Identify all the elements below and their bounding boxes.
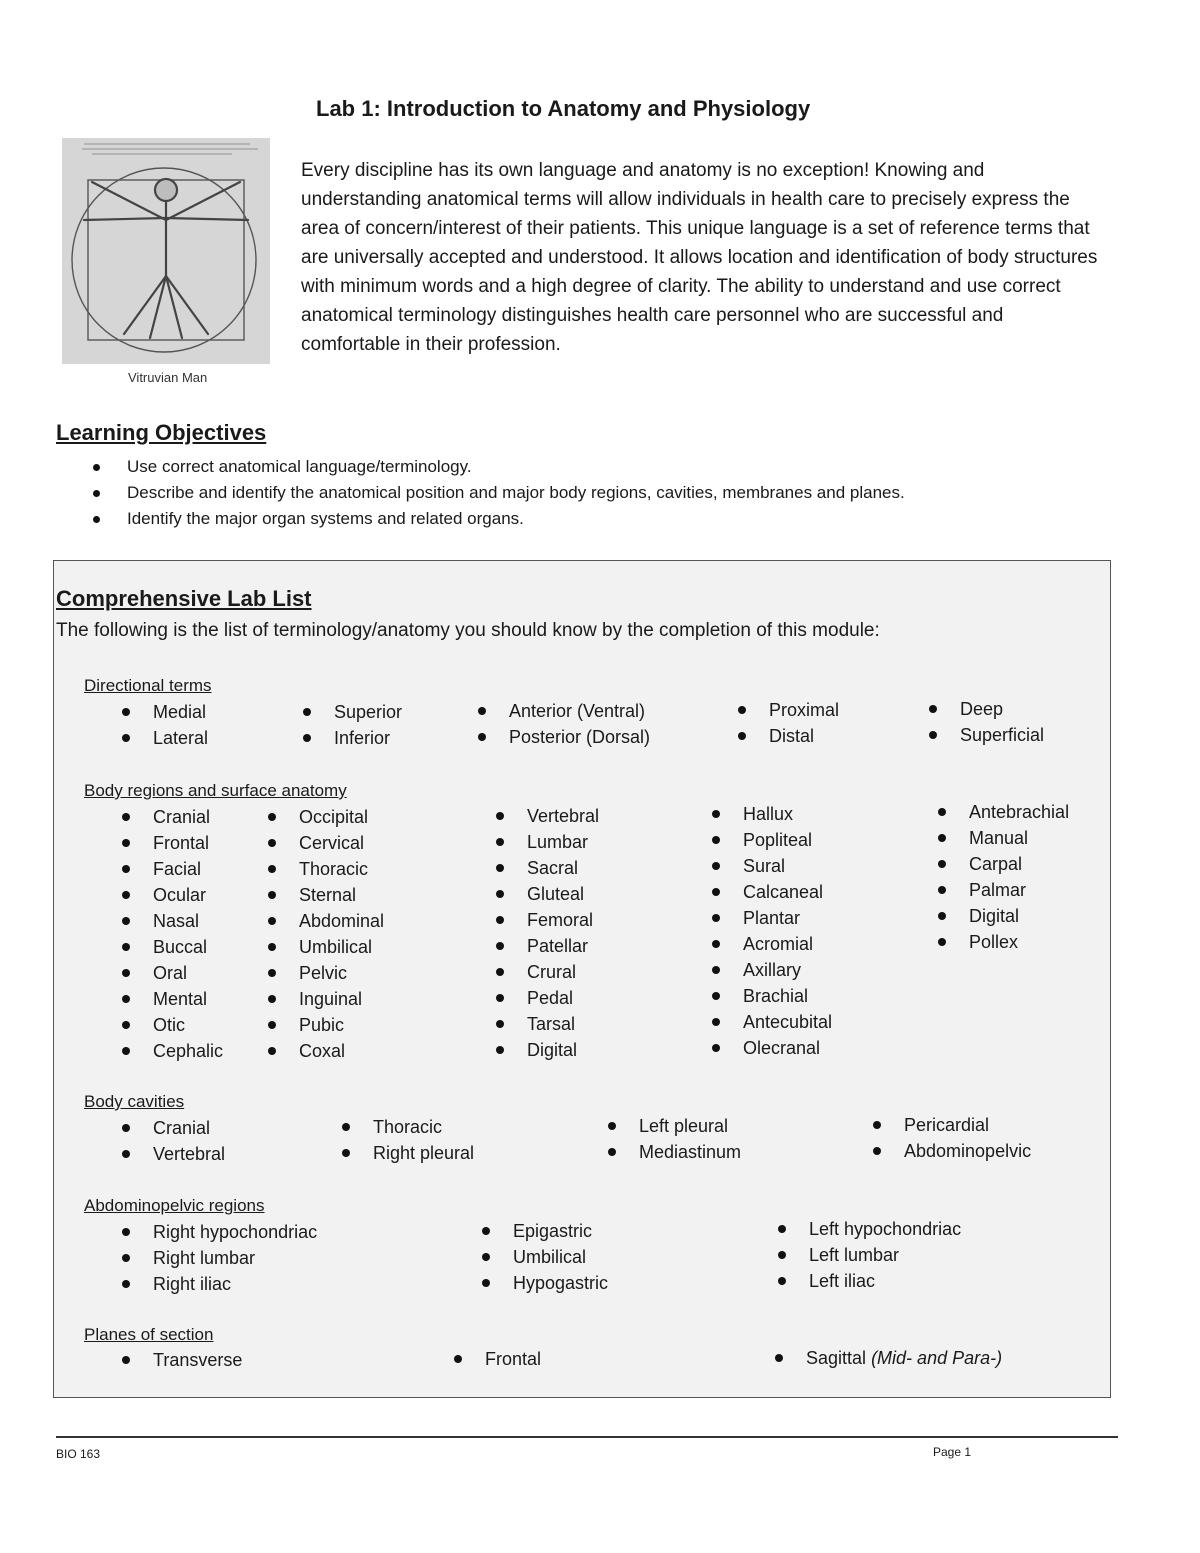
- term: Sural: [710, 853, 832, 879]
- cavities-col-2: [340, 1114, 474, 1166]
- term: Left hypochondriac: [776, 1216, 961, 1242]
- list-item: Identify the major organ systems and related organs.: [90, 506, 905, 532]
- directional-terms-label: Directional terms: [84, 676, 212, 695]
- objectives-heading: Learning Objectives: [56, 420, 267, 445]
- term: Antebrachial: [936, 799, 1069, 825]
- term: Cephalic: [120, 1038, 223, 1064]
- footer-page-number: Page 1: [933, 1445, 972, 1459]
- term: Superficial: [927, 722, 1044, 748]
- list-item: Describe and identify the anatomical position and major body regions, cavities, membranes and planes.: [90, 480, 905, 506]
- term: Nasal: [120, 908, 223, 934]
- term: Inferior: [301, 725, 402, 751]
- footer-divider: [56, 1436, 1118, 1438]
- abdominopelvic-col-3: [776, 1216, 961, 1294]
- term: Cranial: [120, 1115, 225, 1141]
- term: Right iliac: [120, 1271, 317, 1297]
- vitruvian-man-image: [62, 138, 270, 364]
- directional-col-5: [927, 696, 1044, 748]
- term: Crural: [494, 959, 599, 985]
- regions-col-2: [266, 804, 384, 1064]
- term: Transverse: [120, 1347, 242, 1373]
- sagittal-note: (Mid- and Para-): [871, 1348, 1003, 1368]
- term: Hypogastric: [480, 1270, 608, 1296]
- term: Brachial: [710, 983, 832, 1009]
- term: Vertebral: [120, 1141, 225, 1167]
- term: Vertebral: [494, 803, 599, 829]
- term: Frontal: [120, 830, 223, 856]
- objectives-list: [90, 454, 905, 532]
- lab-list-heading: Comprehensive Lab List: [56, 586, 312, 611]
- term: Abdominopelvic: [871, 1138, 1031, 1164]
- term: Occipital: [266, 804, 384, 830]
- list-item: Use correct anatomical language/terminology.: [90, 454, 905, 480]
- term: Pubic: [266, 1012, 384, 1038]
- term: Ocular: [120, 882, 223, 908]
- term: Palmar: [936, 877, 1069, 903]
- term: Sacral: [494, 855, 599, 881]
- term: Buccal: [120, 934, 223, 960]
- term: Digital: [494, 1037, 599, 1063]
- term: Plantar: [710, 905, 832, 931]
- term: Digital: [936, 903, 1069, 929]
- abdominopelvic-col-2: [480, 1218, 608, 1296]
- term: Left pleural: [606, 1113, 741, 1139]
- term: Acromial: [710, 931, 832, 957]
- term: Hallux: [710, 801, 832, 827]
- term: [773, 1345, 1002, 1371]
- term: Umbilical: [266, 934, 384, 960]
- regions-col-3: [494, 803, 599, 1063]
- cavities-col-4: [871, 1112, 1031, 1164]
- abdominopelvic-col-1: [120, 1219, 317, 1297]
- term: Thoracic: [340, 1114, 474, 1140]
- term: Facial: [120, 856, 223, 882]
- term: Pollex: [936, 929, 1069, 955]
- term: Inguinal: [266, 986, 384, 1012]
- lab-list-intro: The following is the list of terminology/anatomy you should know by the completion of this module:: [56, 620, 880, 641]
- sagittal-term: Sagittal: [806, 1348, 867, 1368]
- term: Patellar: [494, 933, 599, 959]
- term: Cervical: [266, 830, 384, 856]
- term: Umbilical: [480, 1244, 608, 1270]
- regions-col-4: [710, 801, 832, 1061]
- term: Otic: [120, 1012, 223, 1038]
- term: Femoral: [494, 907, 599, 933]
- directional-col-4: [736, 697, 839, 749]
- term: Sternal: [266, 882, 384, 908]
- term: Frontal: [452, 1346, 541, 1372]
- directional-col-3: [476, 698, 650, 750]
- term: Mediastinum: [606, 1139, 741, 1165]
- term: Coxal: [266, 1038, 384, 1064]
- term: Lumbar: [494, 829, 599, 855]
- term: Left iliac: [776, 1268, 961, 1294]
- term: Olecranal: [710, 1035, 832, 1061]
- planes-col-1: [120, 1347, 242, 1373]
- abdominopelvic-label: Abdominopelvic regions: [84, 1196, 265, 1215]
- term: Right lumbar: [120, 1245, 317, 1271]
- term: Abdominal: [266, 908, 384, 934]
- term: Mental: [120, 986, 223, 1012]
- term: Manual: [936, 825, 1069, 851]
- term: Right hypochondriac: [120, 1219, 317, 1245]
- intro-paragraph: Every discipline has its own language and anatomy is no exception! Knowing and understanding anatomical terms will allow individuals in health care to precisely express the area of concern/interest of their patients. This unique language is a set of reference terms that are universally accepted and understood. It allows location and identification of body structures with minimum words and a high degree of clarity. The ability to understand and use correct anatomical terminology distinguishes health care personnel who are successful and comfortable in their profession.: [301, 160, 1098, 355]
- footer-course: BIO 163: [56, 1447, 101, 1461]
- planes-col-2: [452, 1346, 541, 1372]
- term: Proximal: [736, 697, 839, 723]
- term: Left lumbar: [776, 1242, 961, 1268]
- directional-col-2: [301, 699, 402, 751]
- term: Superior: [301, 699, 402, 725]
- term: Right pleural: [340, 1140, 474, 1166]
- term: Tarsal: [494, 1011, 599, 1037]
- page-title: Lab 1: Introduction to Anatomy and Physiology: [316, 96, 811, 121]
- body-cavities-label: Body cavities: [84, 1092, 185, 1111]
- directional-col-1: [120, 699, 208, 751]
- vitruvian-man-drawing: [62, 138, 270, 364]
- term: Popliteal: [710, 827, 832, 853]
- term: Pedal: [494, 985, 599, 1011]
- term: Oral: [120, 960, 223, 986]
- term: Distal: [736, 723, 839, 749]
- term: Posterior (Dorsal): [476, 724, 650, 750]
- planes-label: Planes of section: [84, 1325, 214, 1344]
- term: Calcaneal: [710, 879, 832, 905]
- body-regions-label: Body regions and surface anatomy: [84, 781, 347, 800]
- term: Antecubital: [710, 1009, 832, 1035]
- term: Cranial: [120, 804, 223, 830]
- regions-col-5: [936, 799, 1069, 955]
- planes-col-3: [773, 1345, 1002, 1371]
- term: Anterior (Ventral): [476, 698, 650, 724]
- term: Thoracic: [266, 856, 384, 882]
- term: Medial: [120, 699, 208, 725]
- term: Pelvic: [266, 960, 384, 986]
- term: Epigastric: [480, 1218, 608, 1244]
- regions-col-1: [120, 804, 223, 1064]
- term: Gluteal: [494, 881, 599, 907]
- figure-caption: Vitruvian Man: [128, 370, 208, 385]
- cavities-col-3: [606, 1113, 741, 1165]
- term: Pericardial: [871, 1112, 1031, 1138]
- term: Axillary: [710, 957, 832, 983]
- term: Deep: [927, 696, 1044, 722]
- cavities-col-1: [120, 1115, 225, 1167]
- term: Lateral: [120, 725, 208, 751]
- term: Carpal: [936, 851, 1069, 877]
